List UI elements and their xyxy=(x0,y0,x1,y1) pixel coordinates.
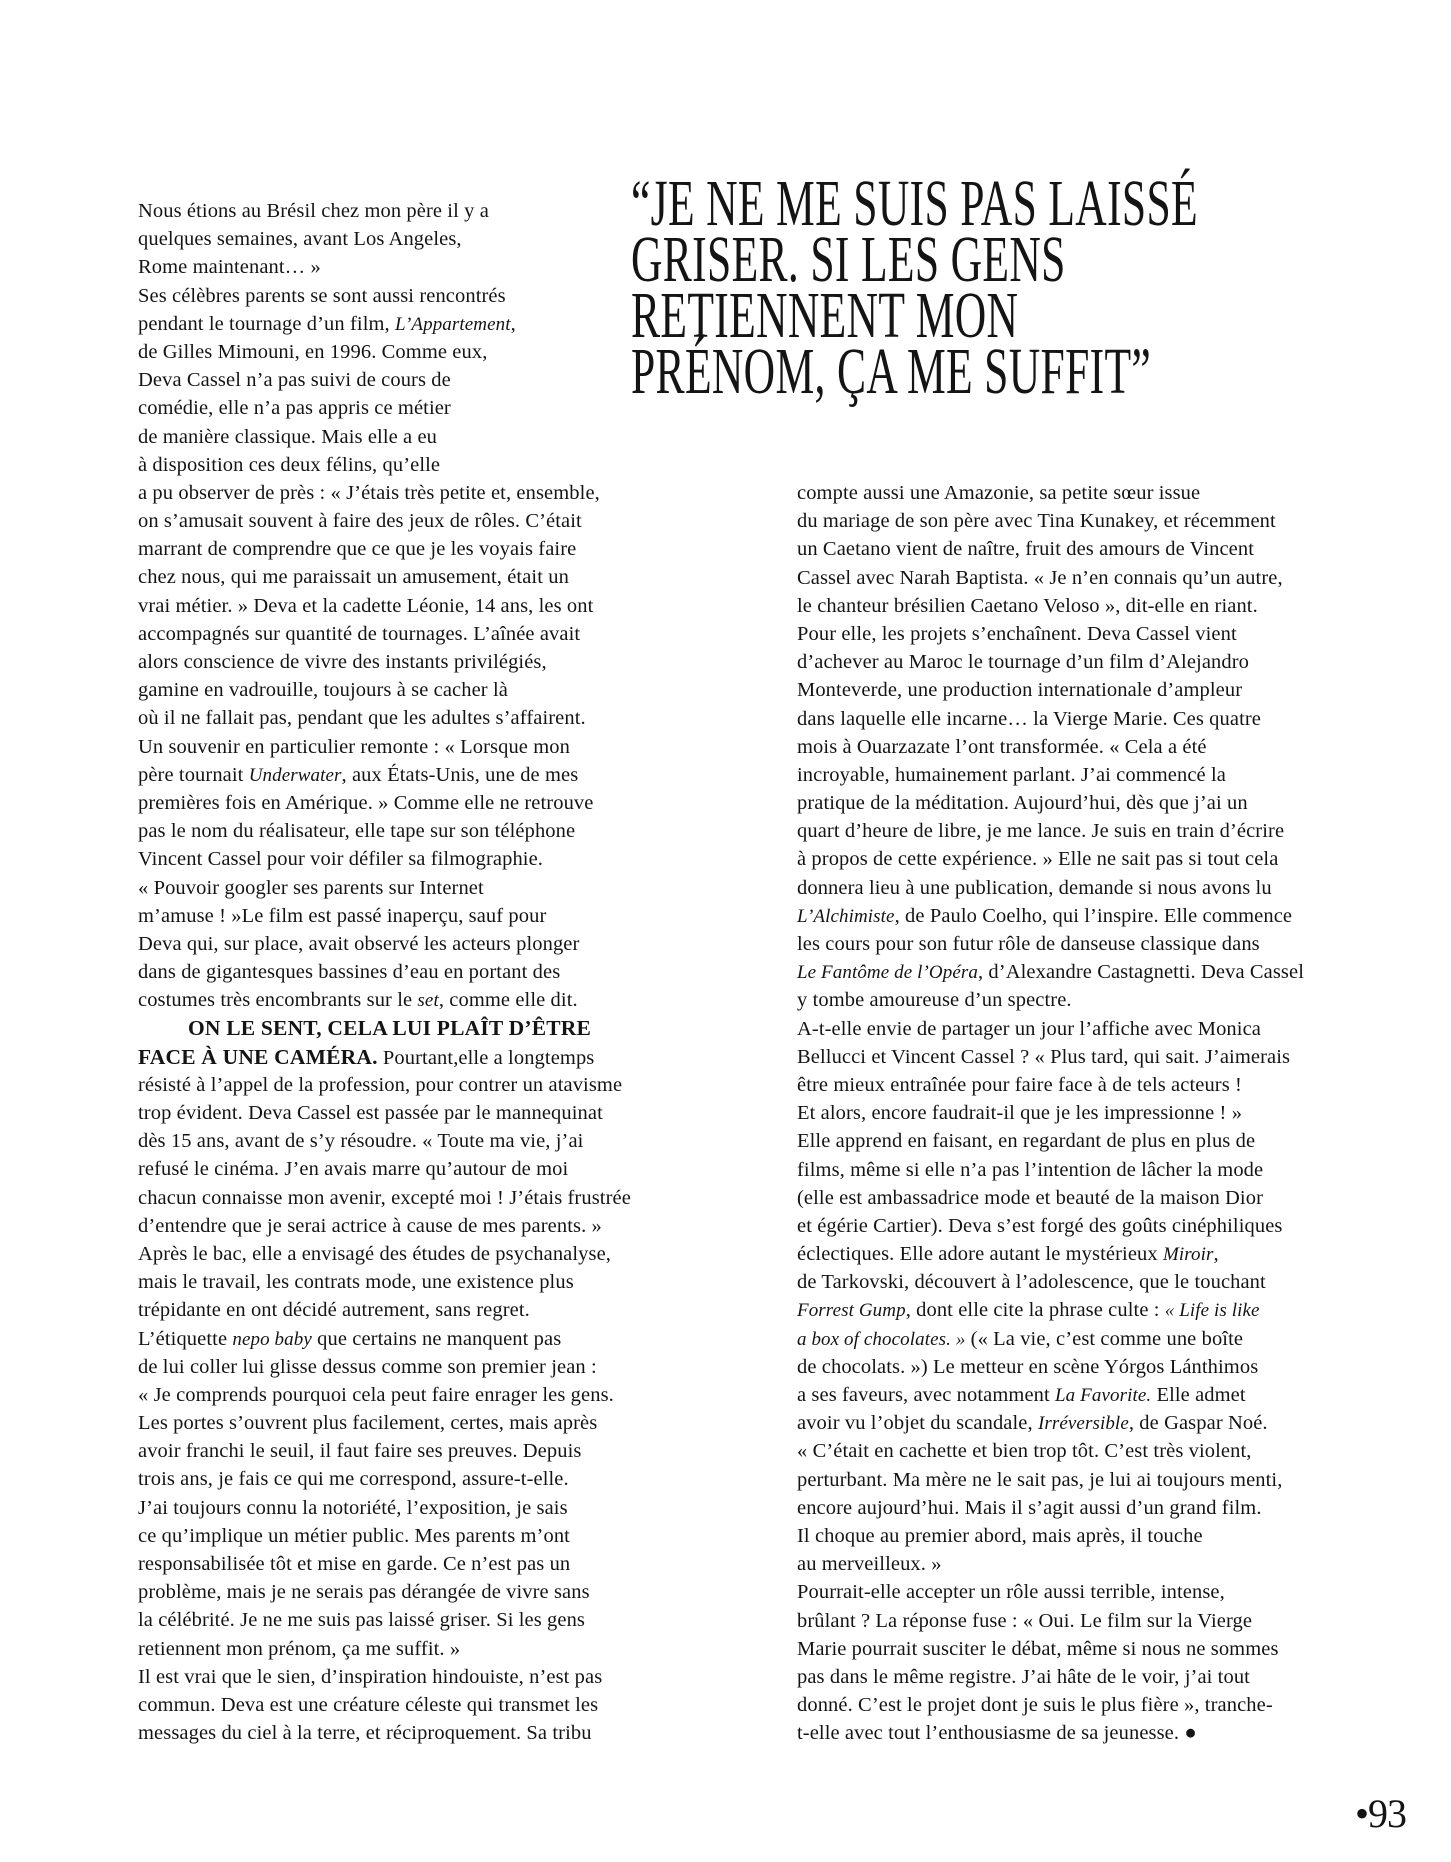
text-line xyxy=(138,986,698,1014)
text-line: où il ne fallait pas, pendant que les adultes s’affairent. xyxy=(138,707,586,730)
text-line: de Gilles Mimouni, en 1996. Comme eux, xyxy=(138,340,488,363)
text-line: retiennent mon prénom, ça me suffit. » xyxy=(138,1637,461,1660)
text-line: A-t-elle envie de partager un jour l’affiche avec Monica xyxy=(797,1017,1261,1040)
text-line xyxy=(797,958,1342,986)
italic-title: a box of chocolates. » xyxy=(797,1328,966,1350)
text-segment: , dont elle cite la phrase culte : xyxy=(905,1299,1165,1322)
text-line xyxy=(138,310,698,338)
text-line: trop évident. Deva Cassel est passée par le mannequinat xyxy=(138,1102,603,1124)
text-line: Les portes s’ouvrent plus facilement, certes, mais après xyxy=(138,1412,598,1435)
italic-title: Forrest Gump xyxy=(797,1300,906,1322)
text-line: J’ai toujours connu la notoriété, l’exposition, je sais xyxy=(138,1496,568,1519)
text-line: de lui coller lui glisse dessus comme son premier jean : xyxy=(138,1355,597,1378)
text-line: Un souvenir en particulier remonte : « Lorsque mon xyxy=(138,735,570,758)
italic-title: L’Alchimiste xyxy=(797,905,895,927)
text-segment: L’étiquette xyxy=(138,1327,233,1350)
text-line: Et alors, encore faudrait-il que je les impressionne ! » xyxy=(797,1102,1243,1125)
text-line: Marie pourrait susciter le débat, même si nous ne sommes xyxy=(797,1637,1279,1660)
text-line: messages du ciel à la terre, et réciproquement. Sa tribu xyxy=(138,1722,592,1745)
text-segment: , xyxy=(510,312,516,335)
text-line: alors conscience de vivre des instants privilégiés, xyxy=(138,651,547,673)
text-segment: Pourtant,elle a longtemps xyxy=(377,1046,595,1069)
text-line xyxy=(797,1381,1342,1409)
text-line: premières fois en Amérique. » Comme elle ne retrouve xyxy=(138,791,594,814)
text-line: pas dans le même registre. J’ai hâte de le voir, j’ai tout xyxy=(797,1665,1250,1688)
text-segment: , xyxy=(1213,1243,1219,1266)
text-line: le chanteur brésilien Caetano Veloso », dit-elle en riant. xyxy=(797,594,1258,617)
text-line: pas le nom du réalisateur, elle tape sur son téléphone xyxy=(138,820,576,843)
text-line: avoir franchi le seuil, il faut faire ses preuves. Depuis xyxy=(138,1440,582,1463)
text-line: « C’était en cachette et bien trop tôt. C’est très violent, xyxy=(797,1440,1252,1463)
text-line: m’amuse ! »Le film est passé inaperçu, sauf pour xyxy=(138,904,547,927)
italic-title: L’Appartement xyxy=(395,313,511,335)
text-line: Deva Cassel n’a pas suivi de cours de xyxy=(138,369,451,392)
text-line: comédie, elle n’a pas appris ce métier xyxy=(138,397,451,420)
text-line xyxy=(138,1014,698,1042)
text-segment: , de Paulo Coelho, qui l’inspire. Elle commence xyxy=(894,904,1293,927)
text-line: « Je comprends pourquoi cela peut faire enrager les gens. xyxy=(138,1383,614,1406)
text-line: a pu observer de près : « J’étais très petite et, ensemble, xyxy=(138,481,600,504)
text-line: être mieux entraînée pour faire face à de tels acteurs ! xyxy=(797,1073,1242,1096)
text-line xyxy=(138,1325,698,1353)
text-line: Cassel avec Narah Baptista. « Je n’en connais qu’un autre, xyxy=(797,566,1283,589)
text-line: encore aujourd’hui. Mais il s’agit aussi d’un grand film. xyxy=(797,1496,1262,1519)
text-line: Monteverde, une production internationale d’ampleur xyxy=(797,679,1243,702)
pull-quote-line: PRÉNOM, ÇA ME SUFFIT” xyxy=(631,335,1152,408)
text-line: Elle apprend en faisant, en regardant de plus en plus de xyxy=(797,1130,1256,1153)
text-line: un Caetano vient de naître, fruit des amours de Vincent xyxy=(797,538,1255,561)
text-line: refusé le cinéma. J’en avais marre qu’autour de moi xyxy=(138,1158,569,1181)
italic-title: Irréversible xyxy=(1037,1413,1129,1435)
text-line: Deva qui, sur place, avait observé les acteurs plonger xyxy=(138,932,580,955)
italic-title: La Favorite. xyxy=(1055,1385,1152,1406)
text-line: brûlant ? La réponse fuse : « Oui. Le film sur la Vierge xyxy=(797,1609,1253,1632)
text-line: à disposition ces deux félins, qu’elle xyxy=(138,453,441,476)
text-line: donnera lieu à une publication, demande si nous avons lu xyxy=(797,876,1272,899)
text-line: Pour elle, les projets s’enchaînent. Deva Cassel vient xyxy=(797,622,1237,645)
text-line xyxy=(797,1240,1342,1268)
text-line: accompagnés sur quantité de tournages. L’aînée avait xyxy=(138,622,581,645)
text-line: donné. C’est le projet dont je suis le plus fière », tranche- xyxy=(797,1694,1273,1717)
article-column-left xyxy=(138,197,698,1747)
text-segment: père tournait xyxy=(138,763,249,786)
text-line: Après le bac, elle a envisagé des études de psychanalyse, xyxy=(138,1242,612,1265)
text-line: incroyable, humainement parlant. J’ai commencé la xyxy=(797,763,1226,786)
text-line: Rome maintenant… » xyxy=(138,256,321,279)
text-segment: , d’Alexandre Castagnetti. Deva Cassel xyxy=(977,961,1304,984)
text-line: on s’amusait souvent à faire des jeux de rôles. C’était xyxy=(138,510,582,533)
pull-quote xyxy=(631,167,1371,408)
italic-title: Miroir xyxy=(1162,1244,1214,1266)
text-line: de chocolats. ») Le metteur en scène Yórgos Lánthimos xyxy=(797,1355,1259,1378)
italic-title: Underwater xyxy=(248,764,342,786)
page-number: •93 xyxy=(1355,1791,1407,1836)
text-line: d’entendre que je serai actrice à cause de mes parents. » xyxy=(138,1214,602,1237)
text-line: gamine en vadrouille, toujours à se cacher là xyxy=(138,679,508,702)
text-line xyxy=(138,761,698,789)
text-line: dans laquelle elle incarne… la Vierge Marie. Ces quatre xyxy=(797,707,1262,730)
text-line: Il est vrai que le sien, d’inspiration hindouiste, n’est pas xyxy=(138,1665,603,1688)
text-line: et égérie Cartier). Deva s’est forgé des goûts cinéphiliques xyxy=(797,1214,1283,1237)
text-line: y tombe amoureuse d’un spectre. xyxy=(797,989,1072,1012)
text-line xyxy=(797,1296,1342,1324)
text-segment: costumes très encombrants sur le xyxy=(138,989,418,1012)
text-segment: avoir vu l’objet du scandale, xyxy=(797,1412,1038,1435)
text-line: Bellucci et Vincent Cassel ? « Plus tard, qui sait. J’aimerais xyxy=(797,1045,1291,1068)
text-line: mois à Ouarzazate l’ont transformée. « Cela a été xyxy=(797,735,1207,758)
text-segment: que certains ne manquent pas xyxy=(311,1327,562,1350)
text-line: résisté à l’appel de la profession, pour contrer un atavisme xyxy=(138,1073,623,1096)
text-line: mais le travail, les contrats mode, une existence plus xyxy=(138,1271,574,1294)
italic-title: nepo baby xyxy=(232,1328,312,1350)
text-line: marrant de comprendre que ce que je les voyais faire xyxy=(138,538,577,561)
pull-quote-line: GRISER. SI LES GENS xyxy=(631,223,1066,296)
text-line: chez nous, qui me paraissait un amusement, était un xyxy=(138,566,569,589)
text-segment: a ses faveurs, avec notamment xyxy=(797,1384,1056,1406)
text-line: Ses célèbres parents se sont aussi rencontrés xyxy=(138,284,506,307)
text-line: Vincent Cassel pour voir défiler sa filmographie. xyxy=(138,848,544,871)
text-segment: (« La vie, c’est comme une boîte xyxy=(965,1327,1244,1350)
text-segment: , aux États-Unis, une de mes xyxy=(341,763,579,786)
text-line: trépidante en ont décidé autrement, sans regret. xyxy=(138,1299,530,1322)
text-line: Nous étions au Brésil chez mon père il y a xyxy=(138,200,489,222)
text-segment: pendant le tournage d’un film, xyxy=(138,312,395,335)
text-line: de manière classique. Mais elle a eu xyxy=(138,425,438,448)
italic-title: « Life is like xyxy=(1164,1300,1260,1322)
text-line: films, même si elle n’a pas l’intention de lâcher la mode xyxy=(797,1158,1264,1181)
text-line: ce qu’implique un métier public. Mes parents m’ont xyxy=(138,1524,570,1547)
pull-quote-line: “JE NE ME SUIS PAS LAISSÉ xyxy=(631,167,1198,240)
text-segment: éclectiques. Elle adore autant le mystérieux xyxy=(797,1243,1163,1266)
text-line: du mariage de son père avec Tina Kunakey, et récemment xyxy=(797,510,1276,533)
text-line: de Tarkovski, découvert à l’adolescence, que le touchant xyxy=(797,1271,1266,1294)
text-segment: , de Gaspar Noé. xyxy=(1128,1412,1268,1435)
text-line: problème, mais je ne serais pas dérangée de vivre sans xyxy=(138,1581,590,1604)
text-line xyxy=(797,902,1342,930)
article-column-right xyxy=(797,479,1342,1747)
text-line: « Pouvoir googler ses parents sur Internet xyxy=(138,876,484,899)
text-line: commun. Deva est une créature céleste qui transmet les xyxy=(138,1693,599,1716)
text-line: responsabilisée tôt et mise en garde. Ce n’est pas un xyxy=(138,1553,571,1575)
pull-quote-line: RETIENNENT MON xyxy=(631,279,1019,352)
text-line xyxy=(797,1409,1342,1437)
text-line: compte aussi une Amazonie, sa petite sœur issue xyxy=(797,482,1201,504)
text-segment: , comme elle dit. xyxy=(438,989,578,1012)
text-line: au merveilleux. » xyxy=(797,1553,942,1576)
text-line: à propos de cette expérience. » Elle ne sait pas si tout cela xyxy=(797,848,1279,871)
text-line: Il choque au premier abord, mais après, il touche xyxy=(797,1524,1203,1547)
text-line: perturbant. Ma mère ne le sait pas, je lui ai toujours menti, xyxy=(797,1468,1283,1491)
text-line: dans de gigantesques bassines d’eau en portant des xyxy=(138,961,561,984)
text-line: quelques semaines, avant Los Angeles, xyxy=(138,228,462,251)
text-line: dès 15 ans, avant de s’y résoudre. « Toute ma vie, j’ai xyxy=(138,1130,584,1153)
text-line: Pourrait-elle accepter un rôle aussi terrible, intense, xyxy=(797,1581,1225,1604)
italic-title: set xyxy=(417,990,439,1012)
text-line: d’achever au Maroc le tournage d’un film d’Alejandro xyxy=(797,651,1250,674)
text-line: (elle est ambassadrice mode et beauté de la maison Dior xyxy=(797,1186,1263,1209)
text-segment: Elle admet xyxy=(1151,1384,1246,1406)
text-line: chacun connaisse mon avenir, excepté moi ! J’étais frustrée xyxy=(138,1186,631,1209)
text-line: la célébrité. Je ne me suis pas laissé griser. Si les gens xyxy=(138,1609,586,1632)
text-line: t-elle avec tout l’enthousiasme de sa jeunesse. ● xyxy=(797,1722,1197,1745)
text-line: les cours pour son futur rôle de danseuse classique dans xyxy=(797,933,1260,955)
text-line: pratique de la méditation. Aujourd’hui, dès que j’ai un xyxy=(797,792,1248,815)
text-line: vrai métier. » Deva et la cadette Léonie, 14 ans, les ont xyxy=(138,594,594,617)
section-lead-in: ON LE SENT, CELA LUI PLAÎT D’ÊTRE xyxy=(188,1016,592,1041)
italic-title: Le Fantôme de l’Opéra xyxy=(797,962,978,984)
section-lead-in: FACE À UNE CAMÉRA. xyxy=(138,1044,378,1069)
text-line xyxy=(797,1325,1342,1353)
text-line: trois ans, je fais ce qui me correspond, assure-t-elle. xyxy=(138,1468,569,1491)
text-line xyxy=(138,1043,698,1071)
text-line: quart d’heure de libre, je me lance. Je suis en train d’écrire xyxy=(797,820,1285,843)
